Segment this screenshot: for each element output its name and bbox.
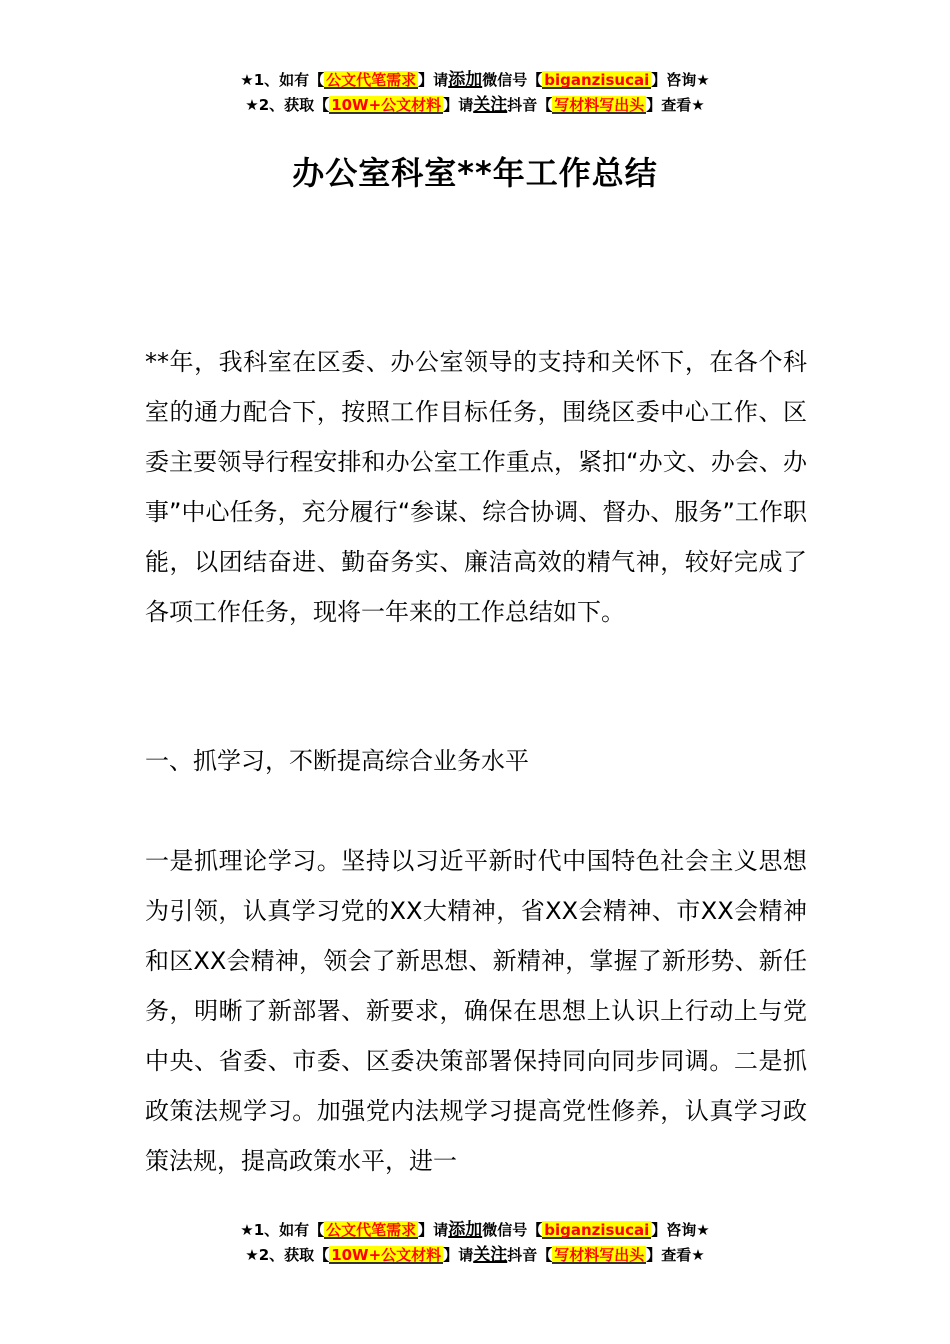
banner-text: ★2、获取【: [245, 1246, 330, 1264]
banner-highlight: 10W+公文材料: [331, 1246, 442, 1264]
banner-text: ★1、如有【: [240, 1221, 325, 1239]
banner-highlight: 公文代笔需求: [326, 1221, 417, 1239]
banner-highlight: 写材料写出头: [554, 96, 645, 114]
banner-text: 】请: [418, 1221, 449, 1239]
banner-text: 抖音【: [507, 1246, 553, 1264]
banner-line-1: [0, 1218, 950, 1243]
banner-text: 抖音【: [507, 96, 553, 114]
banner-text: 】咨询★: [651, 71, 710, 89]
banner-text: ★2、获取【: [245, 96, 330, 114]
banner-line-2: [0, 1243, 950, 1268]
banner-text: 】请: [443, 96, 474, 114]
banner-text: ★1、如有【: [240, 71, 325, 89]
paragraph-intro: **年，我科室在区委、办公室领导的支持和关怀下，在各个科室的通力配合下，按照工作目标任务，围绕区委中心工作、区委主要领导行程安排和办公室工作重点，紧扣“办文、办会、办事”中心任务，充分履行“参谋、综合协调、督办、服务”工作职能，以团结奋进、勤奋务实、廉洁高效的精气神，较好完成了各项工作任务，现将一年来的工作总结如下。: [145, 348, 807, 626]
banner-text: 】查看★: [646, 96, 705, 114]
banner-text: 】请: [443, 1246, 474, 1264]
banner-text: 】查看★: [646, 1246, 705, 1264]
header-banner: [0, 68, 950, 118]
banner-line-1: [0, 68, 950, 93]
banner-highlight: biganzisucai: [544, 71, 650, 89]
banner-emphasis: 关注: [473, 95, 508, 115]
banner-text: 微信号【: [482, 1221, 543, 1239]
banner-highlight: biganzisucai: [544, 1221, 650, 1239]
banner-emphasis: 添加: [448, 70, 483, 90]
paragraph-study: 一是抓理论学习。坚持以习近平新时代中国特色社会主义思想为引领，认真学习党的XX大精神，省XX会精神、市XX会精神和区XX会精神，领会了新思想、新精神，掌握了新形势、新任务，明晰了新部署、新要求，确保在思想上认识上行动上与党中央、省委、市委、区委决策部署保持同向同步同调。二是抓政策法规学习。加强党内法规学习提高党性修养，认真学习政策法规，提高政策水平，进一: [145, 847, 807, 1175]
banner-text: 】请: [418, 71, 449, 89]
footer-banner: [0, 1218, 950, 1268]
banner-highlight: 写材料写出头: [554, 1246, 645, 1264]
banner-highlight: 10W+公文材料: [331, 96, 442, 114]
section-heading: 一、抓学习，不断提高综合业务水平: [145, 747, 529, 775]
document-title: 办公室科室**年工作总结: [292, 154, 658, 192]
banner-emphasis: 关注: [473, 1245, 508, 1265]
banner-text: 微信号【: [482, 71, 543, 89]
banner-text: 】咨询★: [651, 1221, 710, 1239]
banner-highlight: 公文代笔需求: [326, 71, 417, 89]
banner-line-2: [0, 93, 950, 118]
banner-emphasis: 添加: [448, 1220, 483, 1240]
